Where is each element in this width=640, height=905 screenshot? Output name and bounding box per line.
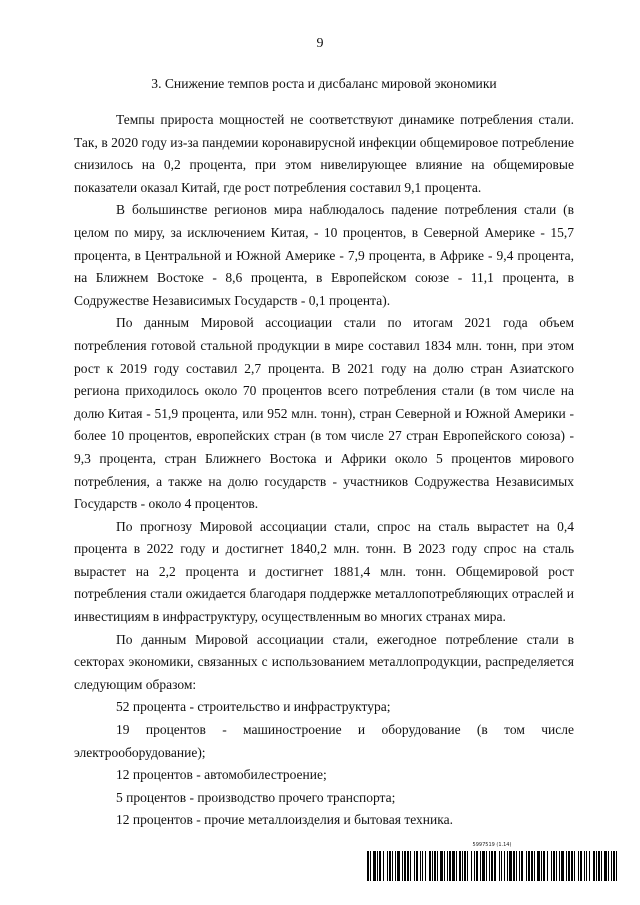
- barcode: [367, 851, 617, 881]
- list-item: 12 процентов - прочие металлоизделия и бытовая техника.: [116, 812, 453, 828]
- document-code: 5997519 (1.14): [472, 842, 512, 848]
- paragraph: По данным Мировой ассоциации стали по итогам 2021 года объем потребления готовой стальной продукции в мире составил 1834 млн. тонн, при этом рост к 2019 году составил 2,7 процента. В 2021 году на долю стран Азиатского региона приходилось около 70 процентов всего потребления стали (в том числе на долю Китая - 51,9 процента, или 952 млн. тонн), стран Северной и Южной Америки - более 10 процентов, европейских стран (в том числе 27 стран Европейского союза) - 9,3 процента, стран Ближнего Востока и Африки около 5 процентов мирового потребления, а также на долю государств - участников Содружества Независимых Государств - около 4 процентов.: [74, 315, 574, 512]
- section-heading: 3. Снижение темпов роста и дисбаланс мировой экономики: [151, 76, 497, 91]
- paragraph: По прогнозу Мировой ассоциации стали, спрос на сталь вырастет на 0,4 процента в 2022 году и достигнет 1840,2 млн. тонн. В 2023 году спрос на сталь вырастет на 2,2 процента и достигнет 1881,4 млн. тонн. Общемировой рост потребления стали ожидается благодаря поддержке металлопотребляющих отраслей и инвестициям в инфраструктуру, осуществленным во многих странах мира.: [74, 518, 574, 625]
- list-item: 52 процента - строительство и инфраструктура;: [116, 699, 391, 715]
- barcode-bar: [616, 851, 617, 881]
- document-body: [74, 109, 574, 832]
- list-item: 5 процентов - производство прочего транспорта;: [116, 789, 396, 805]
- list-item: 12 процентов - автомобилестроение;: [116, 767, 327, 783]
- paragraph: По данным Мировой ассоциации стали, ежегодное потребление стали в секторах экономики, связанных с использованием металлопродукции, распределяется следующим образом:: [74, 631, 574, 692]
- paragraph: Темпы прироста мощностей не соответствуют динамике потребления стали. Так, в 2020 году из-за пандемии коронавирусной инфекции общемировое потребление снизилось на 0,2 процента, при этом нивелирующее влияние на общемировые показатели оказал Китай, где рост потребления составил 9,1 процента.: [74, 112, 574, 195]
- paragraph: В большинстве регионов мира наблюдалось падение потребления стали (в целом по миру, за исключением Китая, - 10 процентов, в Северной Америке - 15,7 процента, в Центральной и Южной Америке - 7,9 процента, в Африке - 9,4 процента, на Ближнем Востоке - 8,6 процента, в Европейском союзе - 11,1 процента, в Содружестве Независимых Государств - 0,1 процента).: [74, 202, 574, 308]
- list-item: 19 процентов - машиностроение и оборудование (в том числе электрооборудование);: [74, 722, 574, 760]
- page-number: 9: [316, 36, 324, 51]
- document-footer: [367, 842, 617, 884]
